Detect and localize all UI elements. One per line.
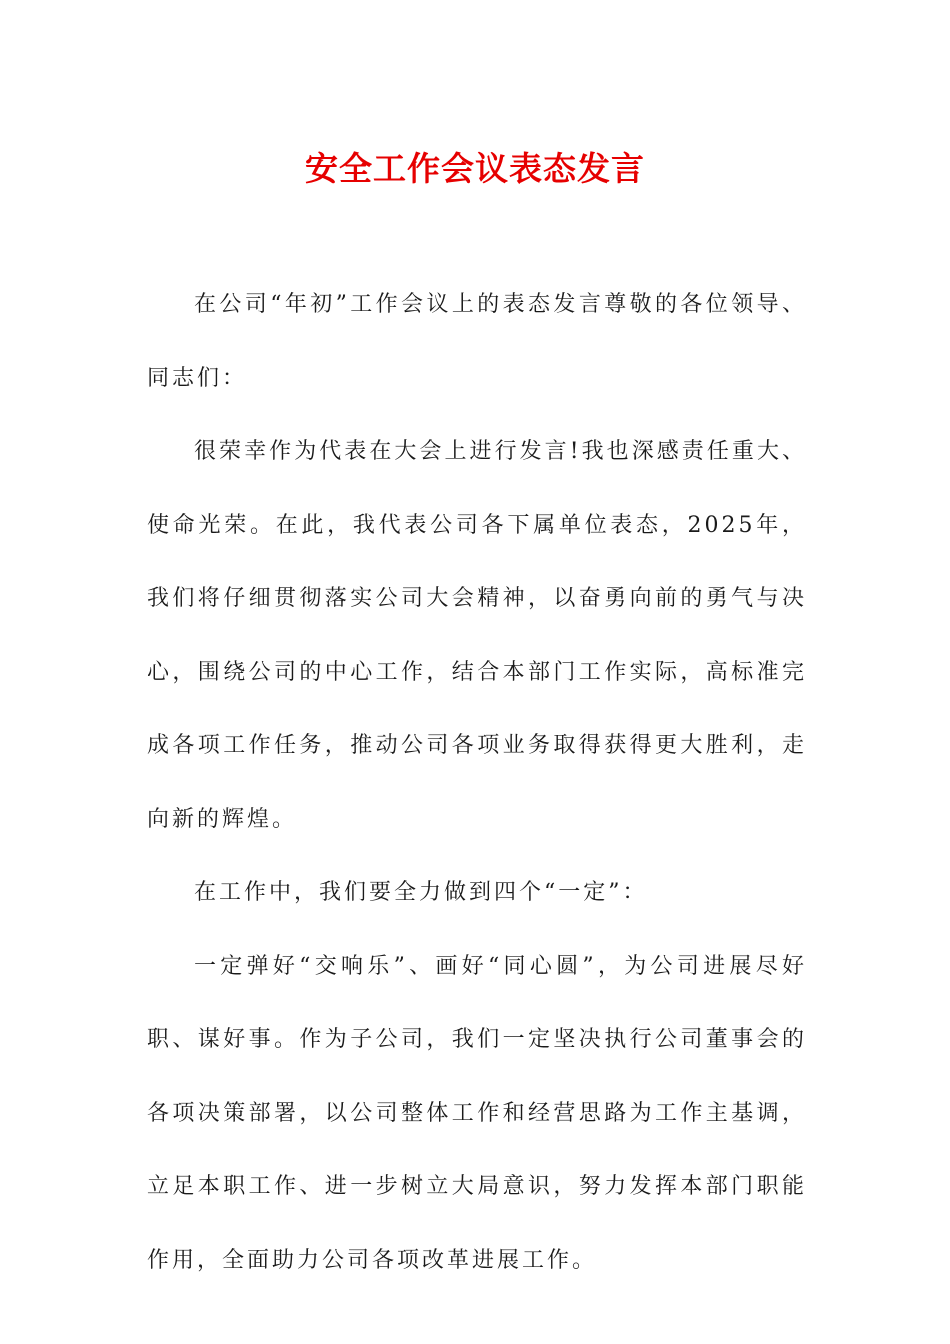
paragraph-first-must: 一定弹好“交响乐”、画好“同心圆”，为公司进展尽好职、谋好事。作为子公司，我们一定坚决执行公司董事会的各项决策部署，以公司整体工作和经营思路为工作主基调，立足本职工作、进一步树立大局意识，努力发挥本部门职能作用，全面助力公司各项改革进展工作。 — [147, 953, 807, 1273]
paragraph-greeting: 在公司“年初”工作会议上的表态发言尊敬的各位领导、同志们： — [147, 292, 807, 391]
document-body — [147, 268, 807, 1297]
paragraph-honor: 很荣幸作为代表在大会上进行发言!我也深感责任重大、使命光荣。在此，我代表公司各下属单位表态，2025年，我们将仔细贯彻落实公司大会精神，以奋勇向前的勇气与决心，围绕公司的中心工作，结合本部门工作实际，高标准完成各项工作任务，推动公司各项业务取得获得更大胜利，走向新的辉煌。 — [147, 439, 807, 832]
paragraph-four-musts: 在工作中，我们要全力做到四个“一定”： — [194, 880, 648, 905]
document-title: 安全工作会议表态发言 — [305, 149, 645, 188]
